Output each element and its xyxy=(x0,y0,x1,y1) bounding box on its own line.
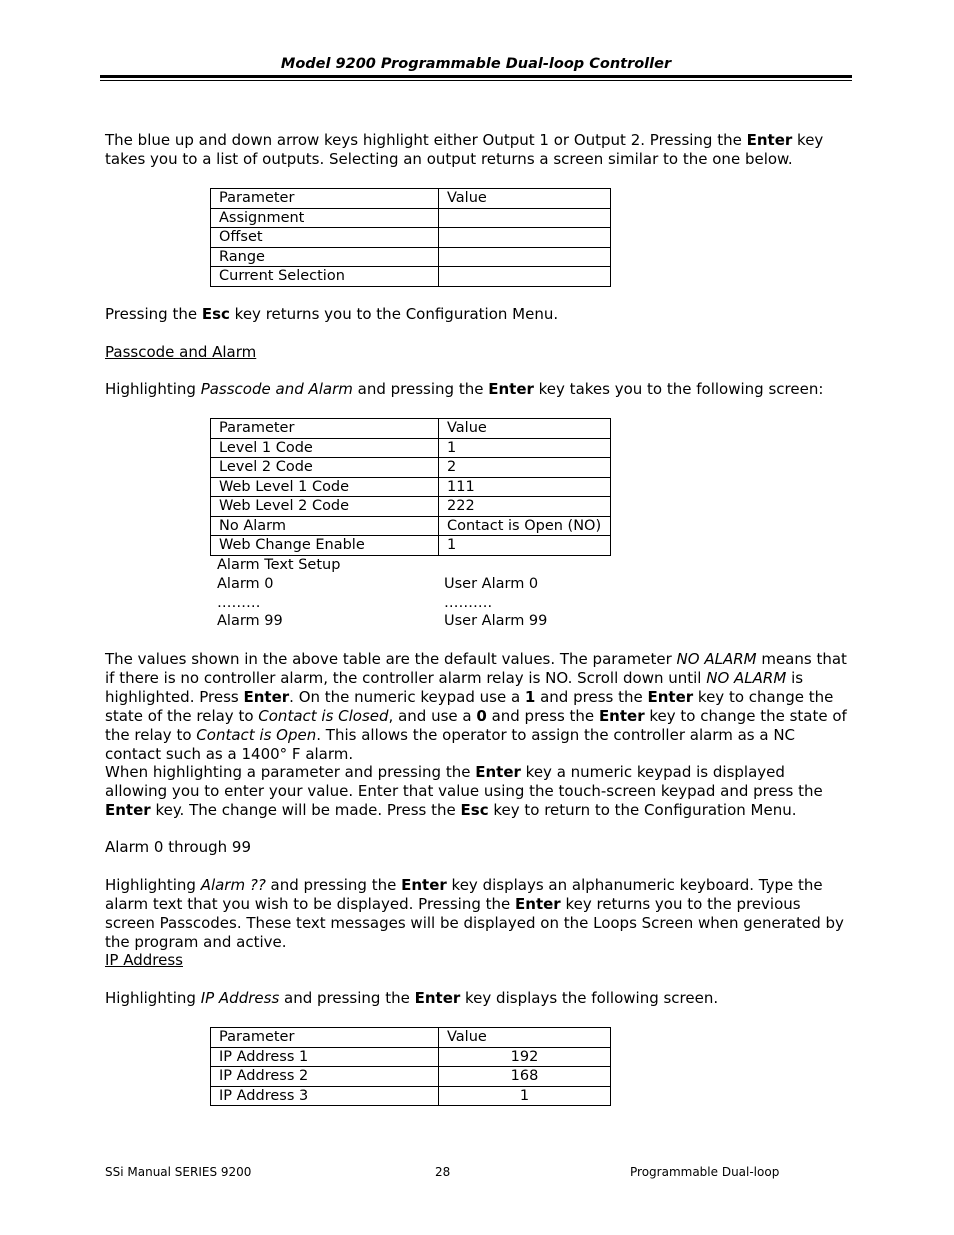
table-cell: 192 xyxy=(439,1047,611,1067)
table-cell: Range xyxy=(211,247,439,267)
table-cell xyxy=(439,247,611,267)
table-row xyxy=(211,228,611,248)
table-cell: IP Address 1 xyxy=(211,1047,439,1067)
table-row xyxy=(211,536,611,556)
user-alarm-0-value: User Alarm 0 xyxy=(444,576,539,592)
table-row xyxy=(211,497,611,517)
table-header-row xyxy=(211,1028,611,1048)
section-heading-passcode: Passcode and Alarm xyxy=(105,343,257,361)
table-cell: No Alarm xyxy=(211,516,439,536)
table-header-cell: Parameter xyxy=(211,189,439,209)
paragraph-passcode: Highlighting Passcode and Alarm and pressing the Enter key takes you to the following screen: xyxy=(105,380,824,398)
paragraph-ip: Highlighting IP Address and pressing the Enter key displays the following screen. xyxy=(105,989,719,1007)
table-cell: Web Change Enable xyxy=(211,536,439,556)
alarm-0-label: Alarm 0 xyxy=(217,576,274,592)
ip-address-table xyxy=(210,1027,611,1106)
footer-left: SSi Manual SERIES 9200 xyxy=(105,1165,252,1179)
user-alarm-99-value: User Alarm 99 xyxy=(444,613,548,629)
paragraph-esc: Pressing the Esc key returns you to the Configuration Menu. xyxy=(105,305,559,323)
table-cell: Assignment xyxy=(211,208,439,228)
table-header-row xyxy=(211,189,611,209)
table-header-cell: Value xyxy=(439,189,611,209)
table-cell: Offset xyxy=(211,228,439,248)
alarm-text-setup-label: Alarm Text Setup xyxy=(217,557,341,573)
page-header-title: Model 9200 Programmable Dual-loop Controller xyxy=(280,56,672,72)
paragraph-alarm-text: Highlighting Alarm ?? and pressing the Enter key displays an alphanumeric keyboard. Type the alarm text that you wish to be displayed. Pressing the Enter key returns you to the previous screen Passcodes. These text messages will be displayed on the Loops Screen when generated by the program and active. xyxy=(105,876,844,951)
table-row xyxy=(211,458,611,478)
table-header-cell: Parameter xyxy=(211,419,439,439)
section-heading-ip: IP Address xyxy=(105,951,183,969)
table-row xyxy=(211,208,611,228)
ellipsis-label: ……… xyxy=(217,595,261,611)
paragraph-keypad: When highlighting a parameter and pressing the Enter key a numeric keypad is displayed allowing you to enter your value. Enter that value using the touch-screen keypad and press the Enter key. The change will be made. Press the Esc key to return to the Configuration Menu. xyxy=(105,763,823,819)
section-heading-alarms: Alarm 0 through 99 xyxy=(105,838,252,856)
passcode-parameter-table xyxy=(210,418,611,556)
paragraph-outputs: The blue up and down arrow keys highlight either Output 1 or Output 2. Pressing the Enter key takes you to a list of outputs. Selecting an output returns a screen similar to the one below. xyxy=(105,131,824,168)
table-cell: Level 2 Code xyxy=(211,458,439,478)
output-parameter-table xyxy=(210,188,611,287)
table-row xyxy=(211,516,611,536)
table-cell: IP Address 3 xyxy=(211,1086,439,1106)
table-row xyxy=(211,267,611,287)
table-header-cell: Value xyxy=(439,419,611,439)
table-cell: 1 xyxy=(439,1086,611,1106)
table-cell xyxy=(439,208,611,228)
table-cell: 2 xyxy=(439,458,611,478)
table-cell: Contact is Open (NO) xyxy=(439,516,611,536)
table-row xyxy=(211,1067,611,1087)
table-cell xyxy=(439,228,611,248)
table-cell: 111 xyxy=(439,477,611,497)
table-cell: 222 xyxy=(439,497,611,517)
table-row xyxy=(211,477,611,497)
table-row xyxy=(211,1086,611,1106)
table-header-cell: Parameter xyxy=(211,1028,439,1048)
table-header-row xyxy=(211,419,611,439)
table-header-cell: Value xyxy=(439,1028,611,1048)
table-cell xyxy=(439,267,611,287)
ellipsis-value: ………. xyxy=(444,595,493,611)
table-row xyxy=(211,247,611,267)
footer-page-number: 28 xyxy=(435,1165,451,1179)
alarm-99-label: Alarm 99 xyxy=(217,613,283,629)
table-cell: 1 xyxy=(439,536,611,556)
header-rule-thick xyxy=(100,75,852,78)
paragraph-no-alarm: The values shown in the above table are the default values. The parameter NO ALARM means that if there is no controller alarm, the controller alarm relay is NO. Scroll down until NO ALARM is highlighted. Press Enter. On the numeric keypad use a 1 and press the Enter key to change the state of the relay to Contact is Closed, and use a 0 and press the Enter key to change the state of the relay to Contact is Open. This allows the operator to assign the controller alarm as a NC contact such as a 1400° F alarm. xyxy=(105,650,847,763)
table-cell: 168 xyxy=(439,1067,611,1087)
table-cell: Level 1 Code xyxy=(211,438,439,458)
footer-right: Programmable Dual-loop xyxy=(630,1165,780,1179)
table-cell: Web Level 2 Code xyxy=(211,497,439,517)
table-cell: 1 xyxy=(439,438,611,458)
table-cell: IP Address 2 xyxy=(211,1067,439,1087)
table-row xyxy=(211,438,611,458)
table-row xyxy=(211,1047,611,1067)
table-cell: Current Selection xyxy=(211,267,439,287)
header-rule-thin xyxy=(100,80,852,81)
table-cell: Web Level 1 Code xyxy=(211,477,439,497)
